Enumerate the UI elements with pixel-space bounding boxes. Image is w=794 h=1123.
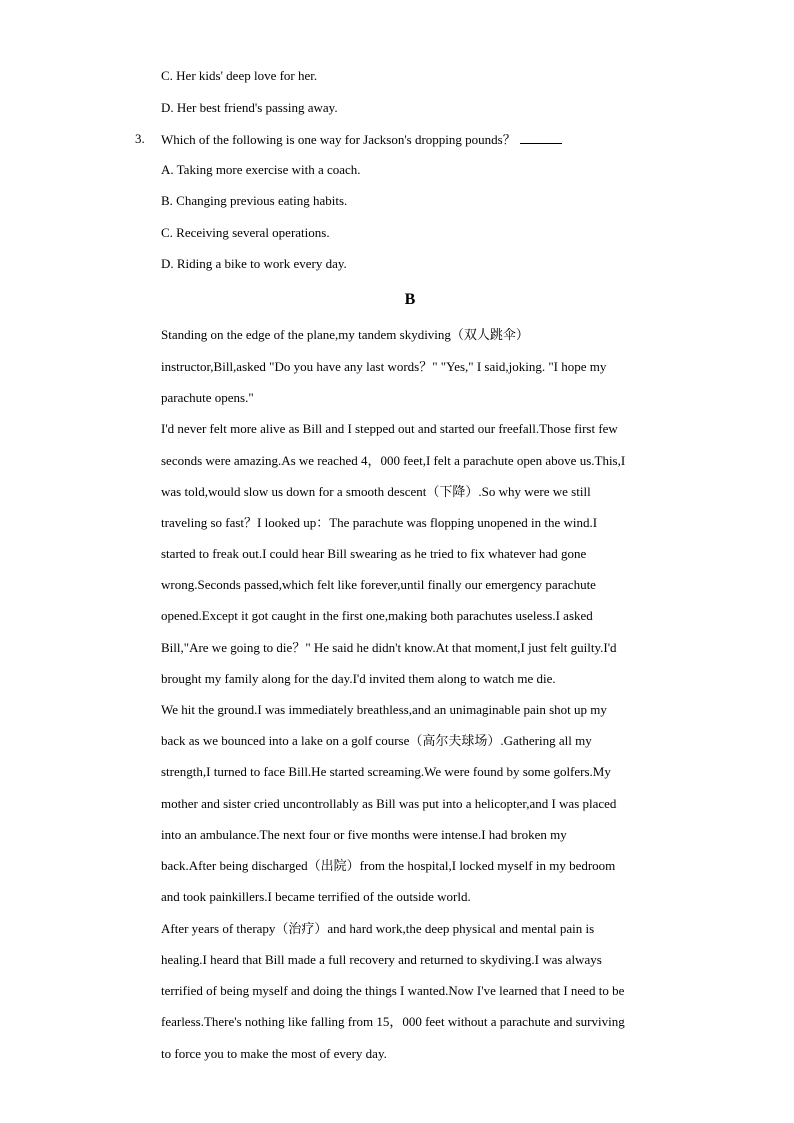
q3-option-c: C. Receiving several operations. xyxy=(161,225,330,240)
q3-number: 3. xyxy=(135,131,145,146)
q3-option-d: D. Riding a bike to work every day. xyxy=(161,256,347,271)
passage-line: traveling so fast？I looked up：The parachute was flopping unopened in the wind.I xyxy=(161,515,598,530)
passage-line: We hit the ground.I was immediately breathless,and an unimaginable pain shot up my xyxy=(161,702,607,717)
q2-option-c: C. Her kids' deep love for her. xyxy=(161,68,318,83)
passage-line: healing.I heard that Bill made a full recovery and returned to skydiving.I was always xyxy=(161,952,602,967)
passage-line: mother and sister cried uncontrollably as Bill was put into a helicopter,and I was placed xyxy=(161,796,617,811)
passage-line: seconds were amazing.As we reached 4，000 feet,I felt a parachute open above us.This,I xyxy=(161,453,626,468)
passage-line: was told,would slow us down for a smooth descent（下降）.So why were we still xyxy=(161,484,591,499)
passage-line: back.After being discharged（出院）from the hospital,I locked myself in my bedroom xyxy=(161,858,616,873)
passage-line: opened.Except it got caught in the first one,making both parachutes useless.I asked xyxy=(161,608,593,623)
passage-line: and took painkillers.I became terrified of the outside world. xyxy=(161,889,471,904)
q3-question xyxy=(161,131,562,148)
section-heading: B xyxy=(404,291,416,308)
passage-line: instructor,Bill,asked "Do you have any last words？" "Yes," I said,joking. "I hope my xyxy=(161,359,607,374)
passage-line: to force you to make the most of every day. xyxy=(161,1046,387,1061)
passage-line: wrong.Seconds passed,which felt like forever,until finally our emergency parachute xyxy=(161,577,596,592)
q2-option-d: D. Her best friend's passing away. xyxy=(161,100,338,115)
passage-line: parachute opens." xyxy=(161,390,254,405)
q3-option-b: B. Changing previous eating habits. xyxy=(161,193,348,208)
passage-line: After years of therapy（治疗）and hard work,the deep physical and mental pain is xyxy=(161,921,595,936)
answer-blank xyxy=(520,131,562,144)
q3-question-text: Which of the following is one way for Jackson's dropping pounds？ xyxy=(161,132,516,147)
passage-line: I'd never felt more alive as Bill and I stepped out and started our freefall.Those first few xyxy=(161,421,618,436)
passage-line: terrified of being myself and doing the things I wanted.Now I've learned that I need to be xyxy=(161,983,625,998)
passage-line: started to freak out.I could hear Bill swearing as he tried to fix whatever had gone xyxy=(161,546,587,561)
passage-line: fearless.There's nothing like falling from 15，000 feet without a parachute and surviving xyxy=(161,1014,625,1029)
passage-line: Standing on the edge of the plane,my tandem skydiving（双人跳伞） xyxy=(161,327,529,342)
passage-line: brought my family along for the day.I'd invited them along to watch me die. xyxy=(161,671,556,686)
q3-option-a: A. Taking more exercise with a coach. xyxy=(161,162,361,177)
passage-line: back as we bounced into a lake on a golf course（高尔夫球场）.Gathering all my xyxy=(161,733,592,748)
passage-line: Bill,"Are we going to die？" He said he didn't know.At that moment,I just felt guilty.I'd xyxy=(161,640,617,655)
passage-line: strength,I turned to face Bill.He started screaming.We were found by some golfers.My xyxy=(161,764,611,779)
passage-line: into an ambulance.The next four or five months were intense.I had broken my xyxy=(161,827,567,842)
